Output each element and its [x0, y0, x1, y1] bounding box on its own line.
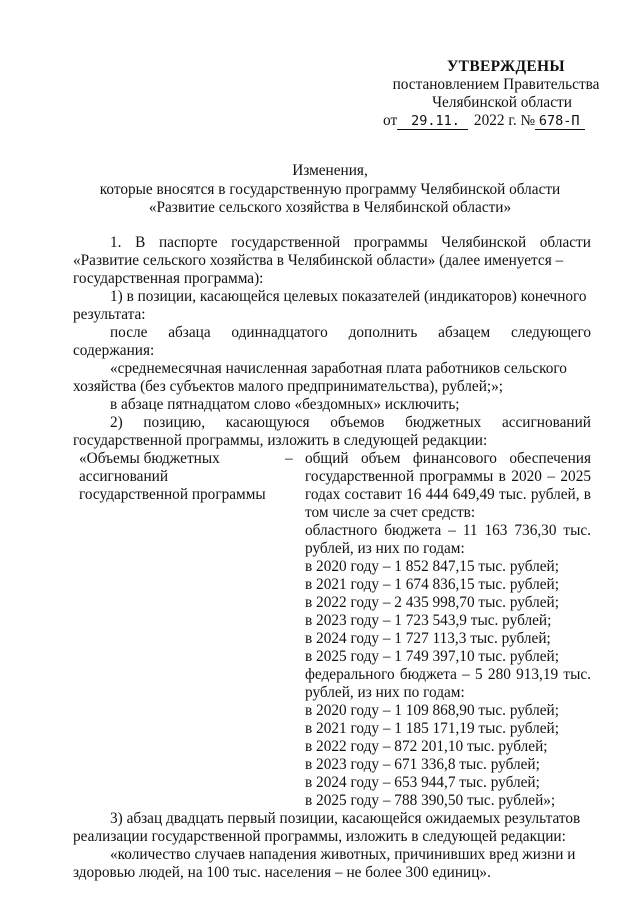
- paragraph-4-line-1: «среднемесячная начисленная заработная плата работников сельского: [110, 360, 567, 377]
- regional-year-2022: в 2022 году – 2 435 998,70 тыс. рублей;: [305, 594, 559, 611]
- approval-heading: УТВЕРЖДЕНЫ: [447, 58, 565, 75]
- label-line: «Объемы бюджетных: [79, 450, 220, 467]
- paragraph-2-line-1: 1) в позиции, касающейся целевых показателей (индикаторов) конечного: [110, 288, 587, 305]
- year-text: 2022 г. №: [473, 112, 536, 129]
- text-run: бюджетных: [405, 414, 482, 431]
- handwritten-date: 29.11.: [397, 114, 468, 130]
- budget-table: [73, 450, 591, 810]
- approval-date-line: [383, 112, 615, 130]
- budget-table-label: [73, 450, 295, 810]
- paragraph-4-line-2: хозяйства (без субъектов малого предпринимательства), рублей;»;: [73, 378, 504, 395]
- text-run: паспорте: [158, 234, 218, 251]
- paragraph-6-line-2: государственной программы, изложить в следующей редакции:: [73, 432, 488, 449]
- federal-budget: федерального бюджета – 5 280 913,19 тыс. рублей, из них по годам:: [305, 666, 591, 701]
- text-run: государственной: [231, 234, 341, 251]
- regional-budget: областного бюджета – 11 163 736,30 тыс. рублей, из них по годам:: [305, 522, 591, 557]
- text-run: позицию,: [143, 414, 206, 431]
- label-dash: –: [285, 450, 293, 467]
- paragraph-8-line-1: «количество случаев нападения животных, причинивших вред жизни и: [110, 846, 576, 863]
- text-run: ассигнований: [501, 414, 591, 431]
- text-run: 1.: [110, 234, 122, 251]
- regional-year-2025: в 2025 году – 1 749 397,10 тыс. рублей;: [305, 648, 559, 665]
- date-prefix: от: [383, 112, 398, 129]
- federal-year-2021: в 2021 году – 1 185 171,19 тыс. рублей;: [305, 720, 559, 737]
- text-run: Челябинской: [441, 234, 527, 251]
- label-line: государственной программы: [79, 486, 266, 503]
- federal-year-2025: в 2025 году – 788 390,50 тыс. рублей»;: [305, 792, 556, 809]
- regional-year-2021: в 2021 году – 1 674 836,15 тыс. рублей;: [305, 576, 559, 593]
- paragraph-1-line-3: государственная программа):: [73, 270, 264, 287]
- regional-year-2024: в 2024 году – 1 727 113,3 тыс. рублей;: [305, 630, 551, 647]
- text-run: касающуюся: [225, 414, 310, 431]
- federal-year-2020: в 2020 году – 1 109 868,90 тыс. рублей;: [305, 702, 559, 719]
- text-run: 2): [110, 414, 123, 431]
- approval-line-2: Челябинской области: [432, 94, 572, 111]
- regional-year-2020: в 2020 году – 1 852 847,15 тыс. рублей;: [305, 558, 559, 575]
- paragraph-8-line-2: здоровью людей, на 100 тыс. населения – не более 300 единиц».: [73, 864, 491, 881]
- paragraph-5: в абзаце пятнадцатом слово «бездомных» исключить;: [110, 396, 460, 413]
- title-line-2: которые вносятся в государственную программу Челябинской области: [99, 180, 561, 198]
- paragraph-1-line-1: [73, 234, 591, 252]
- budget-table-values: [305, 450, 591, 810]
- approval-line-1: постановлением Правительства: [392, 76, 600, 93]
- paragraph-6-line-1: [73, 414, 591, 432]
- approval-block: [355, 58, 615, 130]
- paragraph-3: после абзаца одиннадцатого дополнить абзацем следующего содержания:: [73, 324, 591, 359]
- label-text: [73, 450, 295, 504]
- text-run: области: [539, 234, 591, 251]
- regional-year-2023: в 2023 году – 1 723 543,9 тыс. рублей;: [305, 612, 552, 629]
- text-run: объемов: [330, 414, 385, 431]
- text-run: В: [135, 234, 146, 251]
- title-line-3: «Развитие сельского хозяйства в Челябинской области»: [148, 199, 512, 216]
- document-title: [60, 162, 600, 218]
- paragraph-2-line-2: результата:: [73, 306, 146, 323]
- budget-total: общий объем финансового обеспечения государственной программы в 2020 – 2025 годах составит 16 444 649,49 тыс. рублей, в том числе за счет средств:: [305, 450, 591, 521]
- federal-year-2024: в 2024 году – 653 944,7 тыс. рублей;: [305, 774, 540, 791]
- handwritten-number: 678-П: [535, 114, 585, 130]
- federal-year-2022: в 2022 году – 872 201,10 тыс. рублей;: [305, 738, 548, 755]
- title-line-1: Изменения,: [292, 162, 368, 179]
- paragraph-1-line-2: «Развитие сельского хозяйства в Челябинской области» (далее именуется –: [73, 252, 564, 269]
- label-line: ассигнований: [79, 468, 169, 485]
- text-run: программы: [353, 234, 428, 251]
- paragraph-7-line-2: реализации государственной программы, изложить в следующей редакции:: [73, 828, 566, 845]
- paragraph-7-line-1: 3) абзац двадцать первый позиции, касающейся ожидаемых результатов: [110, 810, 581, 827]
- document-body: [73, 234, 591, 882]
- federal-year-2023: в 2023 году – 671 336,8 тыс. рублей;: [305, 756, 540, 773]
